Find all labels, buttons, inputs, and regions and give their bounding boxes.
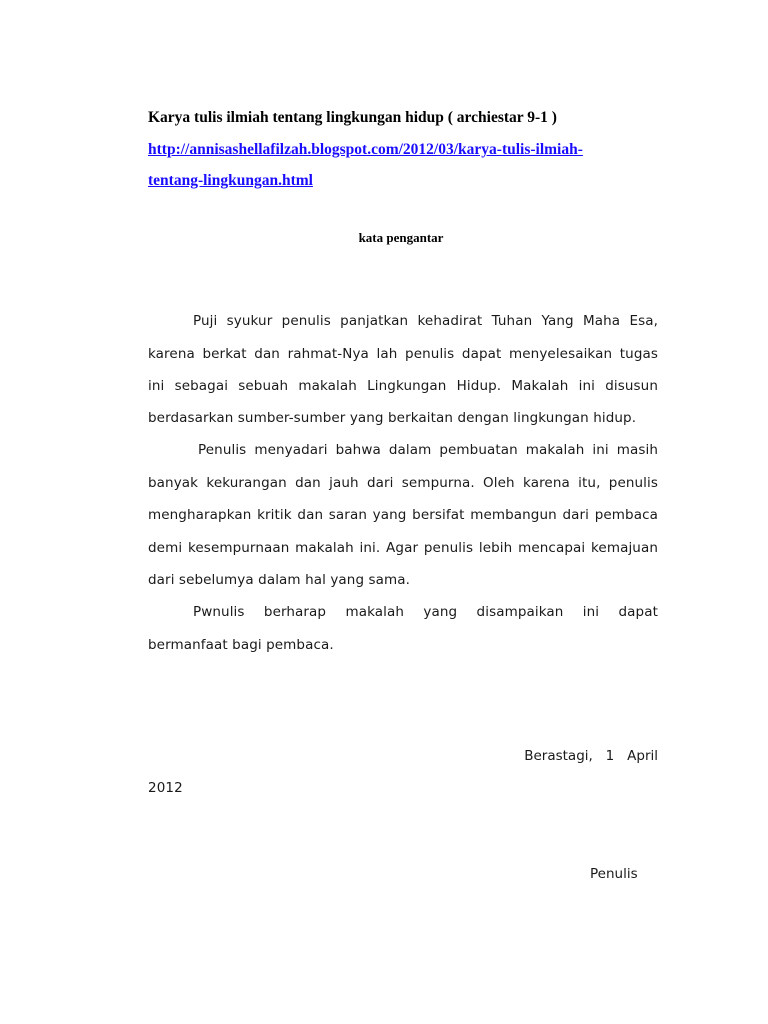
place-and-date: Berastagi, 1 April	[524, 748, 658, 764]
source-link-line-1[interactable]: http://annisashellafilzah.blogspot.com/2012/03/karya-tulis-ilmiah-	[148, 141, 583, 158]
signature-label: Penulis	[590, 866, 638, 882]
source-link-line-2[interactable]: tentang-lingkungan.html	[148, 172, 313, 189]
document-heading: Karya tulis ilmiah tentang lingkungan hidup ( archiestar 9-1 )	[148, 109, 557, 126]
paragraph-1-line-4: berdasarkan sumber-sumber yang berkaitan dengan lingkungan hidup.	[148, 410, 637, 426]
paragraph-1-line-2: karena berkat dan rahmat-Nya lah penulis dapat menyelesaikan tugas	[148, 346, 658, 362]
paragraph-2-line-3: mengharapkan kritik dan saran yang bersifat membangun dari pembaca	[148, 507, 658, 523]
paragraph-2-line-1: Penulis menyadari bahwa dalam pembuatan makalah ini masih	[198, 442, 658, 458]
paragraph-2-line-5: dari sebelumya dalam hal yang sama.	[148, 572, 411, 588]
paragraph-3-line-2: bermanfaat bagi pembaca.	[148, 637, 334, 653]
paragraph-3-line-1: Pwnulis berharap makalah yang disampaikan ini dapat	[193, 604, 658, 620]
paragraph-1-line-3: ini sebagai sebuah makalah Lingkungan Hidup. Makalah ini disusun	[148, 378, 658, 394]
paragraph-2-line-4: demi kesempurnaan makalah ini. Agar penulis lebih mencapai kemajuan	[148, 540, 658, 556]
paragraph-2-line-2: banyak kekurangan dan jauh dari sempurna. Oleh karena itu, penulis	[148, 475, 658, 491]
paragraph-1-line-1: Puji syukur penulis panjatkan kehadirat Tuhan Yang Maha Esa,	[193, 313, 658, 329]
section-title: kata pengantar	[358, 230, 444, 245]
date-year: 2012	[148, 780, 183, 796]
